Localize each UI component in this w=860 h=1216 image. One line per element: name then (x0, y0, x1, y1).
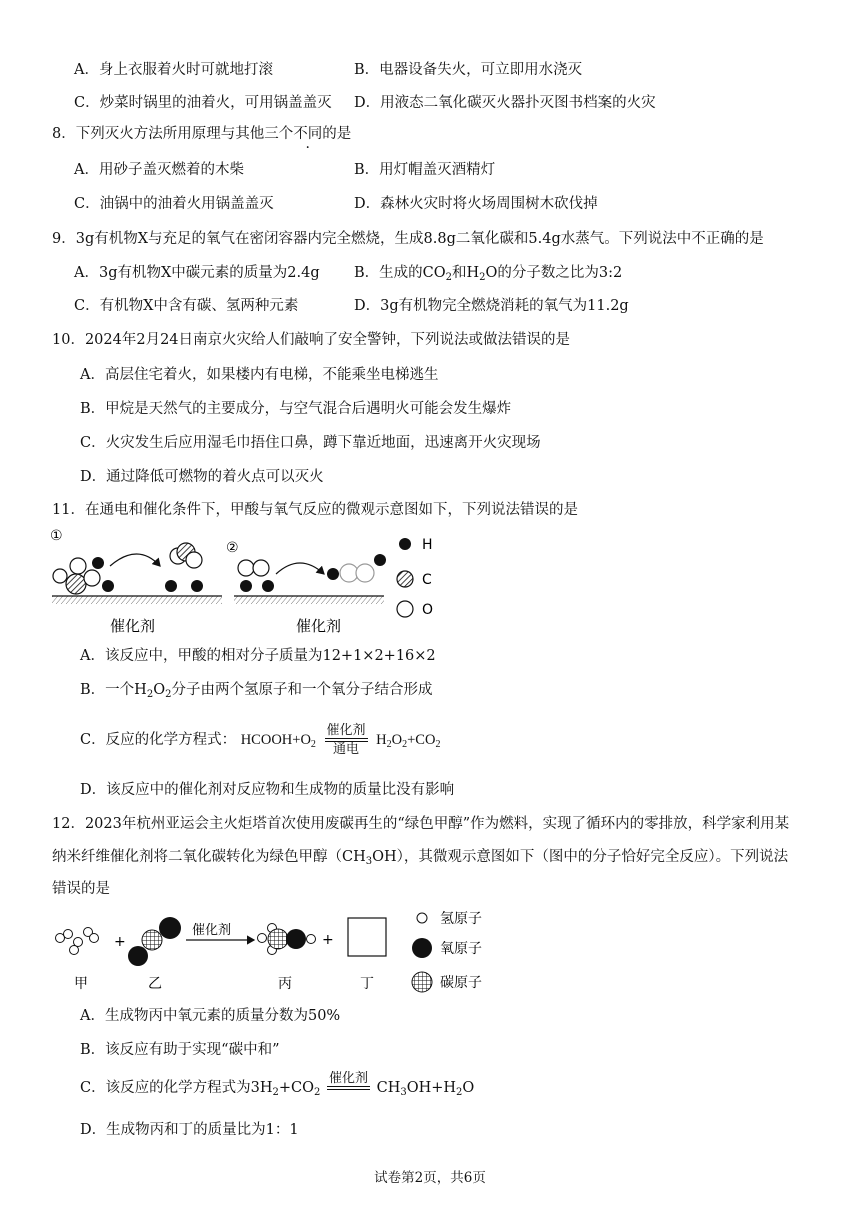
reaction-condition (327, 1071, 370, 1105)
q7-option-c: C．炒菜时锅里的油着火，可用锅盖盖灭 (74, 95, 332, 111)
q9-b-text: O的分子数之比为3:2 (485, 265, 623, 281)
q9-b-text: 和H (452, 265, 480, 281)
catalyst-label: 催化剂 (110, 617, 156, 635)
plus-sign: + (322, 932, 334, 948)
q10-stem: 10．2024年2月24日南京火灾给人们敲响了安全警钟，下列说法或做法错误的是 (52, 332, 571, 348)
subscript: 2 (146, 689, 154, 700)
q10-option-d: D．通过降低可燃物的着火点可以灭火 (80, 469, 324, 485)
equation-left: $HCOOH+O_2$ (240, 732, 316, 750)
q10-option-b: B．甲烷是天然气的主要成分，与空气混合后遇明火可能会发生爆炸 (80, 401, 512, 417)
q12-option-d: D．生成物丙和丁的质量比为1：1 (80, 1122, 299, 1138)
q9-option-b (354, 263, 622, 283)
q8-option-a: A．用砂子盖灭燃着的木柴 (74, 162, 244, 178)
q7-option-b: B．电器设备失火，可立即用水浇灭 (354, 62, 583, 78)
legend-o: O (422, 602, 434, 618)
q8-option-b: B．用灯帽盖灭酒精灯 (354, 162, 496, 178)
q11-option-b (80, 680, 432, 700)
equation-right: $H_2O_2+CO_2$ (376, 732, 441, 750)
q9-option-a: A．3g有机物X中碳元素的质量为2.4g (74, 265, 320, 281)
q11-b-text: 分子由两个氢原子和一个氧分子结合形成 (171, 682, 433, 698)
q9-stem: 9．3g有机物X与充足的氧气在密闭容器内完全燃烧，生成8.8g二氧化碳和5.4g水蒸气。下列说法中不正确的是 (52, 231, 764, 247)
label-ding: 丁 (360, 976, 374, 992)
subscript: 2 (479, 272, 486, 283)
legend-hydrogen: 氢原子 (440, 911, 482, 927)
q12-micro-diagram (50, 904, 510, 996)
q12-stem-line3: 错误的是 (52, 881, 110, 897)
double-bar (327, 1086, 370, 1090)
label-yi: 乙 (148, 976, 162, 992)
catalyst-label: 催化剂 (192, 923, 232, 938)
q7-option-d: D．用液态二氧化碳灭火器扑灭图书档案的火灾 (354, 95, 656, 111)
q12-stem-line2: 纳米纤维催化剂将二氧化碳转化为绿色甲醇$(CH_3OH)$，其微观示意图如下（图中的分子恰好完全反应）。下列说法 (52, 849, 789, 867)
q8-stem-end: 的是 (322, 126, 352, 142)
legend-carbon: 碳原子 (440, 975, 482, 991)
plus-sign: + (114, 934, 126, 950)
label-jia: 甲 (74, 976, 88, 992)
legend-h: H (422, 537, 433, 553)
label-bing: 丙 (278, 976, 292, 992)
q9-b-text: B．生成的CO (354, 265, 446, 281)
q11-b-text: O (153, 682, 166, 698)
q7-option-a: A．身上衣服着火时可就地打滚 (74, 62, 273, 78)
q11-c-label: C．反应的化学方程式： (80, 732, 237, 748)
q9-option-d: D．3g有机物完全燃烧消耗的氧气为11.2g (354, 298, 629, 314)
q12-option-c: C．该反应的化学方程式为$3H_2+CO_2$ 催化剂 $CH_3OH+H_2O$ (80, 1068, 474, 1108)
q10-option-a: A．高层住宅着火，如果楼内有电梯，不能乘坐电梯逃生 (80, 367, 439, 383)
q11-b-text: B．一个H (80, 682, 147, 698)
q11-option-d: D．该反应中的催化剂对反应物和生成物的质量比没有影响 (80, 782, 455, 798)
condition-top: 催化剂 (326, 723, 366, 738)
legend-c: C (422, 572, 432, 588)
condition-top: 催化剂 (328, 1071, 368, 1086)
q8-stem (52, 124, 351, 144)
q11-option-c (80, 718, 440, 762)
q8-option-c: C．油锅中的油着火用锅盖盖灭 (74, 196, 274, 212)
legend-oxygen: 氧原子 (440, 941, 482, 957)
q8-stem-part: 8．下列灭火方法所用原理与其他三个 (52, 126, 294, 142)
q8-option-d: D．森林火灾时将火场周围树木砍伐掉 (354, 196, 598, 212)
q12-option-a: A．生成物丙中氧元素的质量分数为50% (80, 1008, 341, 1024)
catalyst-label: 催化剂 (296, 617, 342, 635)
reaction-condition (325, 723, 368, 757)
q9-option-c: C．有机物X中含有碳、氢两种元素 (74, 298, 299, 314)
q11-micro-diagram (48, 524, 448, 640)
q11-option-a: A．该反应中，甲酸的相对分子质量为12+1×2+16×2 (80, 648, 436, 664)
page-footer: 试卷第2页，共6页 (374, 1170, 486, 1186)
q12-stem-line1: 12．2023年杭州亚运会主火炬塔首次使用废碳再生的“绿色甲醇”作为燃料，实现了循环内的零排放，科学家利用某 (52, 816, 790, 832)
q12-option-b: B．该反应有助于实现“碳中和” (80, 1042, 280, 1058)
subscript: 2 (165, 689, 172, 700)
q10-option-c: C．火灾发生后应用湿毛巾捂住口鼻，蹲下靠近地面，迅速离开火灾现场 (80, 435, 541, 451)
q8-emphasis: 不同 (293, 126, 323, 142)
step1-label: ① (50, 528, 63, 544)
condition-bottom: 通电 (333, 742, 360, 757)
subscript: 2 (445, 272, 453, 283)
step2-label: ② (226, 540, 239, 556)
q11-stem: 11．在通电和催化条件下，甲酸与氧气反应的微观示意图如下，下列说法错误的是 (52, 502, 578, 518)
